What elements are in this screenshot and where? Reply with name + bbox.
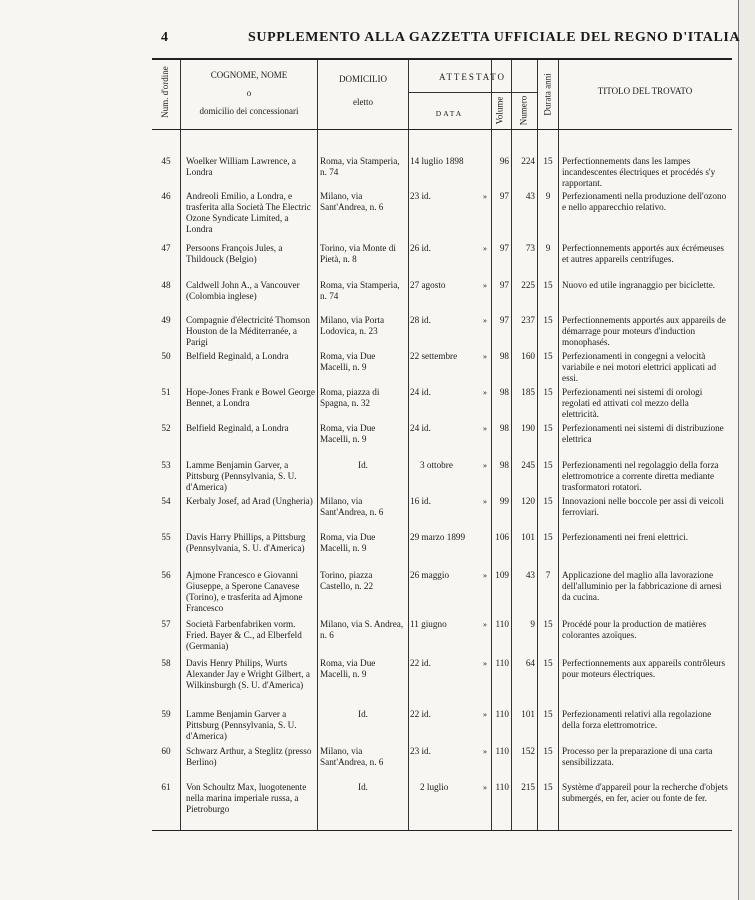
durata: 15 (543, 423, 553, 433)
domicile: Milano, via Sant'Andrea, n. 6 (320, 746, 384, 767)
date: 16 id. (410, 496, 431, 506)
date: 14 luglio 1898 (410, 156, 464, 166)
invention-title: Perfezionamenti relativi alla regolazione della forza elettromotrice. (562, 709, 712, 730)
numero: 120 (521, 496, 535, 506)
durata: 15 (543, 315, 553, 325)
invention-title: Perfezionamenti in congegni a velocità variabile e nei motori elettrici applicati ad essi. (562, 351, 717, 383)
header-attestato: ATTESTATO (438, 72, 507, 82)
ditto-mark: » (483, 352, 487, 361)
concessionaire: Caldwell John A., a Vancouver (Colombia inglese) (186, 280, 300, 301)
numero: 245 (521, 460, 535, 470)
concessionaire: Woelker William Lawrence, a Londra (186, 156, 296, 177)
volume: 96 (499, 156, 509, 166)
ditto-mark: » (483, 244, 487, 253)
numero: 160 (521, 351, 535, 361)
row-number: 55 (161, 532, 171, 542)
volume: 110 (495, 619, 509, 629)
column-rule (317, 60, 318, 830)
numero: 73 (525, 243, 535, 253)
row-number: 61 (161, 782, 171, 792)
date: 28 id. (410, 315, 431, 325)
domicile: Roma, via Stamperia, n. 74 (320, 156, 400, 177)
header-data: DATA (435, 109, 464, 118)
domicile: Milano, via Sant'Andrea, n. 6 (320, 496, 384, 517)
durata: 15 (543, 156, 553, 166)
volume: 98 (499, 387, 509, 397)
ditto-mark: » (483, 620, 487, 629)
invention-title: Perfectionnements aux appareils contrôleurs pour moteurs électriques. (562, 658, 726, 679)
date: 11 giugno (410, 619, 447, 629)
numero: 43 (525, 191, 535, 201)
volume: 110 (495, 782, 509, 792)
durata: 15 (543, 746, 553, 756)
row-number: 51 (161, 387, 171, 397)
durata: 15 (543, 460, 553, 470)
durata: 7 (545, 570, 551, 580)
durata: 15 (543, 280, 553, 290)
row-number: 48 (161, 280, 171, 290)
ditto-mark: » (483, 710, 487, 719)
durata: 9 (545, 191, 551, 201)
numero: 237 (521, 315, 535, 325)
domicile: Milano, via Porta Lodovica, n. 23 (320, 315, 385, 336)
invention-title: Applicazione del maglio alla lavorazione dell'alluminio per la fabbricazione di arnesi da cucina. (562, 570, 722, 602)
numero: 101 (521, 532, 535, 542)
date: 26 id. (410, 243, 431, 253)
invention-title: Système d'appareil pour la recherche d'objets submergés, en fer, acier ou fonte de fer. (562, 782, 728, 803)
numero: 64 (525, 658, 535, 668)
domicile: Torino, via Monte di Pietà, n. 8 (320, 243, 396, 264)
numero: 224 (521, 156, 535, 166)
date: 2 luglio (420, 782, 449, 792)
volume: 98 (499, 423, 509, 433)
numero: 9 (530, 619, 535, 629)
invention-title: Perfezionamenti nei freni elettrici. (562, 532, 689, 542)
row-number: 53 (161, 460, 171, 470)
volume: 97 (499, 243, 509, 253)
ditto-mark: » (483, 747, 487, 756)
invention-title: Perfectionnements dans les lampes incandescentes électriques et procédés s'y rapportant. (562, 156, 716, 188)
numero: 190 (521, 423, 535, 433)
concessionaire: Belfield Reginald, a Londra (186, 351, 289, 361)
volume: 98 (499, 460, 509, 470)
numero: 101 (521, 709, 535, 719)
date: 29 marzo 1899 (410, 532, 466, 542)
numero: 185 (521, 387, 535, 397)
domicile: Torino, piazza Castello, n. 22 (320, 570, 374, 591)
concessionaire: Compagnie d'électricité Thomson Houston de la Méditerranée, a Parigi (186, 315, 310, 347)
concessionaire: Davis Henry Philips, Wurts Alexander Jay e Wright Gilbert, a Wilkinsburgh (S. U. d'America) (186, 658, 310, 690)
ditto-mark: » (483, 497, 487, 506)
durata: 15 (543, 496, 553, 506)
concessionaire: Hope-Jones Frank e Bowel George Bennet, a Londra (186, 387, 315, 408)
durata: 15 (543, 658, 553, 668)
invention-title: Nuovo ed utile ingranaggio per biciclette. (562, 280, 716, 290)
row-number: 46 (161, 191, 171, 201)
row-number: 50 (161, 351, 171, 361)
concessionaire: Von Schoultz Max, luogotenente nella marina imperiale russa, a Pietroburgo (186, 782, 307, 814)
durata: 15 (543, 351, 553, 361)
domicile: Id. (358, 460, 368, 470)
ditto-mark: » (483, 281, 487, 290)
domicile: Milano, via S. Andrea, n. 6 (320, 619, 404, 640)
header-num-ordine: Num. d'ordine (160, 66, 170, 118)
column-rule (408, 60, 409, 830)
volume: 98 (499, 351, 509, 361)
invention-title: Perfezionamenti nei sistemi di distribuzione elettrica (562, 423, 724, 444)
header-volume: Volume (494, 96, 505, 125)
numero: 215 (521, 782, 535, 792)
date: 23 id. (410, 746, 431, 756)
adjacent-page-edge (738, 0, 755, 900)
header-durata: Durata anni (542, 73, 553, 116)
volume: 97 (499, 280, 509, 290)
domicile: Roma, via Due Macelli, n. 9 (320, 423, 376, 444)
ditto-mark: » (483, 571, 487, 580)
concessionaire: Ajmone Francesco e Giovanni Giuseppe, a Sperone Canavese (Torino), e trasferita ad Ajmone Francesco (186, 570, 303, 613)
row-number: 54 (161, 496, 171, 506)
ditto-mark: » (483, 388, 487, 397)
invention-title: Processo per la preparazione di una carta sensibilizzata. (562, 746, 713, 767)
concessionaire: Kerbaly Josef, ad Arad (Ungheria) (186, 496, 313, 506)
page-number: 4 (161, 30, 168, 45)
row-number: 60 (161, 746, 171, 756)
row-number: 47 (161, 243, 171, 253)
date: 3 ottobre (420, 460, 453, 470)
header-cognome: COGNOME, NOME o domicilio dei concessionari (199, 70, 299, 116)
durata: 15 (543, 709, 553, 719)
invention-title: Perfectionnements apportés aux appareils de démarrage pour moteurs d'induction monophasés. (562, 315, 726, 347)
durata: 15 (543, 619, 553, 629)
header-numero: Numero (518, 95, 529, 126)
invention-title: Procédé pour la production de matières colorantes azoïques. (562, 619, 707, 640)
invention-title: Perfezionamenti nel regolaggio della forza elettromotrice a corrente diretta mediante trasformatori rotatori. (562, 460, 719, 492)
ditto-mark: » (483, 192, 487, 201)
durata: 15 (543, 387, 553, 397)
header-domicilio: DOMICILIO eletto (339, 74, 387, 107)
concessionaire: Andreoli Emilio, a Londra, e trasferita alla Società The Electric Ozone Syndicate Limited, a Londra (186, 191, 311, 234)
volume: 97 (499, 315, 509, 325)
date: 22 id. (410, 709, 431, 719)
domicile: Roma, via Due Macelli, n. 9 (320, 351, 376, 372)
row-number: 52 (161, 423, 171, 433)
domicile: Roma, via Due Macelli, n. 9 (320, 658, 376, 679)
domicile: Roma, piazza di Spagna, n. 32 (320, 387, 380, 408)
ditto-mark: » (483, 783, 487, 792)
volume: 109 (495, 570, 509, 580)
durata: 9 (545, 243, 551, 253)
domicile: Roma, via Stamperia, n. 74 (320, 280, 400, 301)
ditto-mark: » (483, 316, 487, 325)
page-header-title: SUPPLEMENTO ALLA GAZZETTA UFFICIALE DEL REGNO D'ITALIA (248, 30, 741, 45)
concessionaire: Persoons François Jules, a Thildouck (Belgio) (186, 243, 283, 264)
date: 23 id. (410, 191, 431, 201)
domicile: Roma, via Due Macelli, n. 9 (320, 532, 376, 553)
column-rule (511, 60, 512, 830)
volume: 110 (495, 658, 509, 668)
concessionaire: Lamme Benjamin Garver, a Pittsburg (Pennsylvania, S. U. d'America) (186, 460, 297, 492)
column-rule (180, 60, 181, 830)
volume: 106 (495, 532, 509, 542)
row-number: 49 (161, 315, 171, 325)
header-bottom-rule (152, 129, 732, 130)
row-number: 58 (161, 658, 171, 668)
numero: 225 (521, 280, 535, 290)
volume: 97 (499, 191, 509, 201)
column-rule (558, 60, 559, 830)
date: 22 settembre (410, 351, 458, 361)
volume: 99 (499, 496, 509, 506)
ditto-mark: » (483, 424, 487, 433)
numero: 43 (525, 570, 535, 580)
row-number: 59 (161, 709, 171, 719)
durata: 15 (543, 782, 553, 792)
header-titolo: TITOLO DEL TROVATO (597, 86, 693, 96)
concessionaire: Belfield Reginald, a Londra (186, 423, 289, 433)
patent-table (152, 58, 732, 831)
row-number: 56 (161, 570, 171, 580)
invention-title: Perfezionamenti nei sistemi di orologi regolati ed attivati col mezzo della elettricità. (562, 387, 703, 419)
date: 26 maggio (410, 570, 450, 580)
date: 22 id. (410, 658, 431, 668)
numero: 152 (521, 746, 535, 756)
durata: 15 (543, 532, 553, 542)
concessionaire: Schwarz Arthur, a Steglitz (presso Berlino) (186, 746, 312, 767)
invention-title: Perfectionnements apportés aux écrémeuses et autres appareils centrifuges. (562, 243, 724, 264)
ditto-mark: » (483, 659, 487, 668)
volume: 110 (495, 746, 509, 756)
domicile: Milano, via Sant'Andrea, n. 6 (320, 191, 384, 212)
concessionaire: Società Farbenfabriken vorm. Fried. Bayer & C., ad Elberfeld (Germania) (186, 619, 302, 651)
row-number: 57 (161, 619, 171, 629)
concessionaire: Lamme Benjamin Garver a Pittsburg (Pennsylvania, S. U. d'America) (186, 709, 297, 741)
invention-title: Perfezionamenti nella produzione dell'ozono e nello apparecchio relativo. (562, 191, 727, 212)
date: 27 agosto (410, 280, 446, 290)
volume: 110 (495, 709, 509, 719)
date: 24 id. (410, 423, 431, 433)
ditto-mark: » (483, 461, 487, 470)
date: 24 id. (410, 387, 431, 397)
domicile: Id. (358, 782, 368, 792)
domicile: Id. (358, 709, 368, 719)
row-number: 45 (161, 156, 171, 166)
invention-title: Innovazioni nelle boccole per assi di veicoli ferroviari. (562, 496, 724, 517)
concessionaire: Davis Harry Phillips, a Pittsburg (Pennsylvania, S. U. d'America) (186, 532, 306, 553)
